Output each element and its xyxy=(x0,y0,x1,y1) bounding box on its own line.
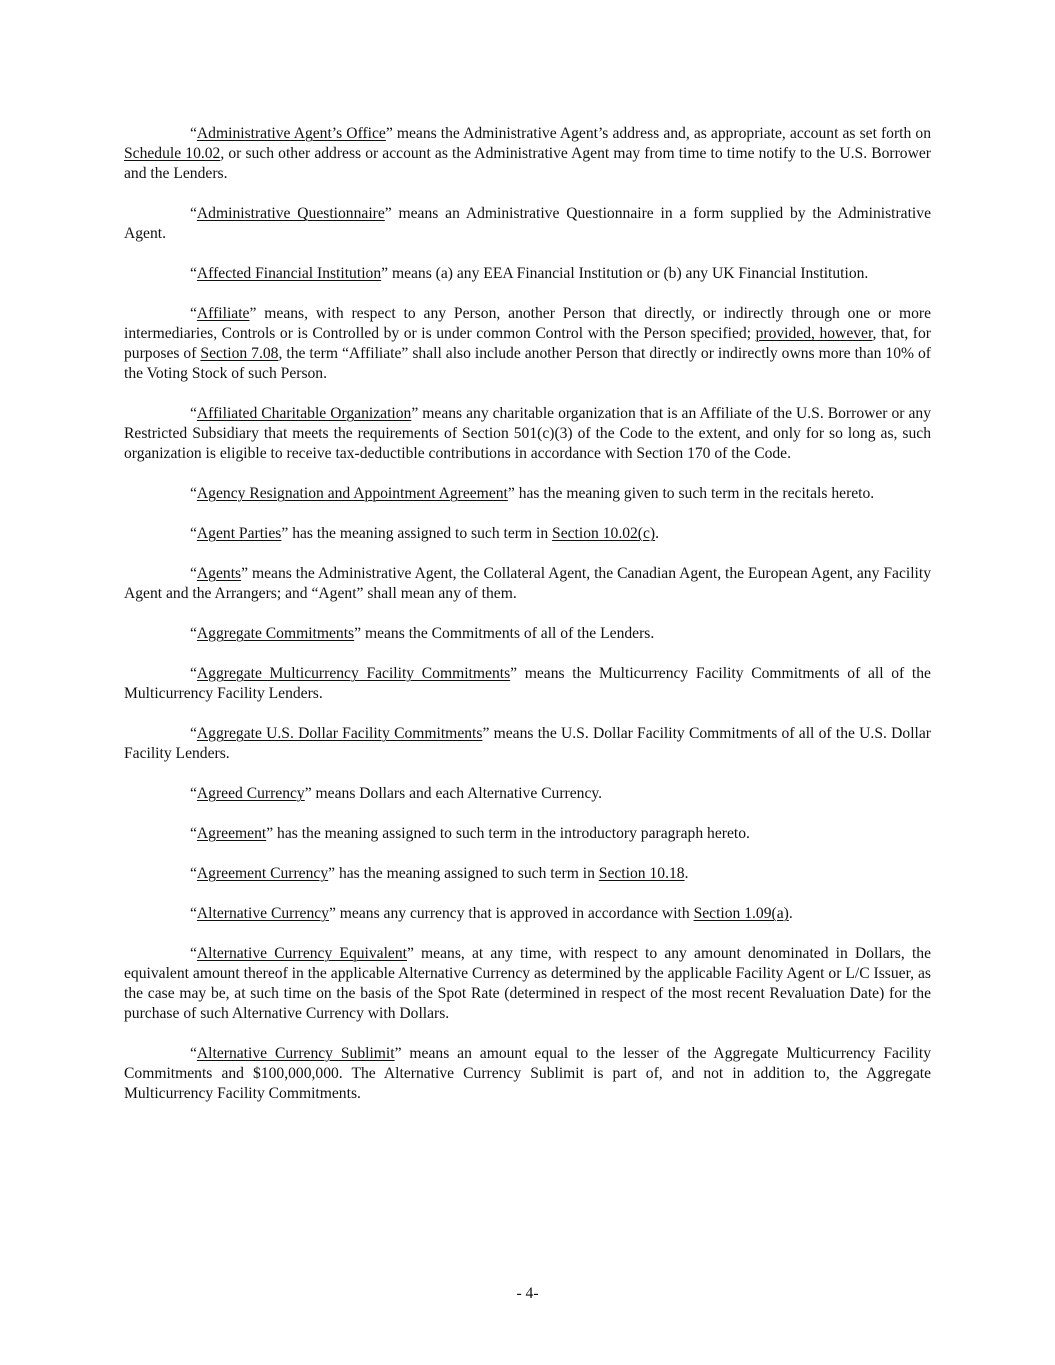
open-quote: “ xyxy=(190,405,197,422)
definition-paragraph xyxy=(124,204,931,244)
cross-reference: Section 7.08 xyxy=(200,345,279,362)
defined-term: Agreed Currency xyxy=(196,785,305,802)
definition-paragraph xyxy=(124,564,931,604)
defined-term: Agency Resignation and Appointment Agreement xyxy=(196,485,508,502)
open-quote: “ xyxy=(190,565,197,582)
definition-text: ” means the Administrative Agent’s address and, as appropriate, account as set forth on xyxy=(385,125,931,142)
defined-term: Affected Financial Institution xyxy=(196,265,382,282)
open-quote: “ xyxy=(190,625,197,642)
definition-text: ” means, at any time, with respect to any amount denominated in Dollars, the equivalent amount thereof in the applicable Alternative Currency as determined by the applicable Facility Agent or L/C Issuer, as the case may be, at such time on the basis of the Spot Rate (determined in respect of the most recent Revaluation Date) for the purchase of such Alternative Currency with Dollars. xyxy=(124,945,931,1022)
definition-paragraph xyxy=(124,724,931,764)
definition-text: ” means Dollars and each Alternative Currency. xyxy=(304,785,603,802)
cross-reference: Section 10.02(c) xyxy=(552,525,656,542)
definition-text: ” means any currency that is approved in accordance with xyxy=(328,905,694,922)
definition-paragraph xyxy=(124,784,931,804)
open-quote: “ xyxy=(190,485,197,502)
definition-text: . xyxy=(655,525,660,542)
definition-text: ” means an Administrative Questionnaire in a form supplied by the Administrative Agent. xyxy=(124,205,931,242)
definition-text: ” means, with respect to any Person, another Person that directly, or indirectly through one or more intermediaries, Controls or is Controlled by or is under common Control with the Person specified; xyxy=(124,305,931,342)
open-quote: “ xyxy=(190,125,197,142)
definition-text: ” means the Multicurrency Facility Commitments of all of the Multicurrency Facility Lenders. xyxy=(124,665,931,702)
defined-term: Agreement Currency xyxy=(196,865,329,882)
definition-text: ” means the Administrative Agent, the Collateral Agent, the Canadian Agent, the European Agent, any Facility Agent and the Arrangers; and “Agent” shall mean any of them. xyxy=(124,565,931,602)
page-number: - 4- xyxy=(516,1285,539,1302)
open-quote: “ xyxy=(190,1045,197,1062)
definition-paragraph xyxy=(124,1044,931,1104)
definition-paragraph xyxy=(124,864,931,884)
defined-term: Administrative Agent’s Office xyxy=(196,125,386,142)
defined-term: Aggregate Multicurrency Facility Commitments xyxy=(196,665,511,682)
defined-term: Agent Parties xyxy=(196,525,282,542)
definition-paragraph xyxy=(124,944,931,1024)
definition-text: ” has the meaning assigned to such term in xyxy=(328,865,599,882)
cross-reference: Schedule 10.02 xyxy=(124,145,221,162)
open-quote: “ xyxy=(190,725,197,742)
definition-paragraph xyxy=(124,124,931,184)
definition-text: ” means the U.S. Dollar Facility Commitments of all of the U.S. Dollar Facility Lenders. xyxy=(124,725,931,762)
definition-text: ” means any charitable organization that is an Affiliate of the U.S. Borrower or any Restricted Subsidiary that meets the requirements of Section 501(c)(3) of the Code to the extent, and only for so long as, such organization is eligible to receive tax-deductible contributions in accordance with Section 170 of the Code. xyxy=(124,405,932,462)
document-body xyxy=(124,124,931,1124)
defined-term: Alternative Currency Sublimit xyxy=(196,1045,395,1062)
definitions-list xyxy=(124,124,931,1104)
open-quote: “ xyxy=(190,825,197,842)
definition-text: , the term “Affiliate” shall also include another Person that directly or indirectly owns more than 10% of the Voting Stock of such Person. xyxy=(124,345,931,382)
defined-term: Affiliate xyxy=(196,305,250,322)
definition-paragraph xyxy=(124,664,931,704)
open-quote: “ xyxy=(190,205,197,222)
definition-text: ” has the meaning assigned to such term in xyxy=(281,525,553,542)
definition-paragraph xyxy=(124,524,931,544)
defined-term: Agents xyxy=(196,565,242,582)
defined-term: Alternative Currency xyxy=(196,905,329,922)
open-quote: “ xyxy=(190,665,197,682)
definition-paragraph xyxy=(124,404,931,464)
definition-text: , that, for purposes of xyxy=(124,325,931,362)
definition-paragraph xyxy=(124,904,931,924)
definition-paragraph xyxy=(124,824,931,844)
definition-paragraph xyxy=(124,484,931,504)
definition-text: ” means the Commitments of all of the Lenders. xyxy=(354,625,655,642)
open-quote: “ xyxy=(190,265,197,282)
open-quote: “ xyxy=(190,305,197,322)
open-quote: “ xyxy=(190,865,197,882)
defined-term: Aggregate U.S. Dollar Facility Commitments xyxy=(196,725,483,742)
definition-text: ” means an amount equal to the lesser of the Aggregate Multicurrency Facility Commitments and $100,000,000. The Alternative Currency Sublimit is part of, and not in addition to, the Aggregate Multicurrency Facility Commitments. xyxy=(124,1045,932,1102)
definition-text: ” means (a) any EEA Financial Institution or (b) any UK Financial Institution. xyxy=(381,265,869,282)
definition-text: . xyxy=(684,865,689,882)
cross-reference: provided, however xyxy=(755,325,873,342)
definition-text: . xyxy=(788,905,793,922)
definition-text: ” has the meaning assigned to such term in the introductory paragraph hereto. xyxy=(266,825,750,842)
definition-paragraph xyxy=(124,264,931,284)
definition-paragraph xyxy=(124,304,931,384)
defined-term: Alternative Currency Equivalent xyxy=(196,945,407,962)
cross-reference: Section 1.09(a) xyxy=(693,905,789,922)
open-quote: “ xyxy=(190,525,197,542)
open-quote: “ xyxy=(190,905,197,922)
defined-term: Affiliated Charitable Organization xyxy=(196,405,412,422)
open-quote: “ xyxy=(190,785,197,802)
cross-reference: Section 10.18 xyxy=(598,865,685,882)
defined-term: Administrative Questionnaire xyxy=(196,205,385,222)
defined-term: Aggregate Commitments xyxy=(196,625,355,642)
defined-term: Agreement xyxy=(196,825,267,842)
open-quote: “ xyxy=(190,945,197,962)
definition-paragraph xyxy=(124,624,931,644)
definition-text: , or such other address or account as the Administrative Agent may from time to time notify to the U.S. Borrower and the Lenders. xyxy=(124,145,931,182)
definition-text: ” has the meaning given to such term in the recitals hereto. xyxy=(507,485,875,502)
